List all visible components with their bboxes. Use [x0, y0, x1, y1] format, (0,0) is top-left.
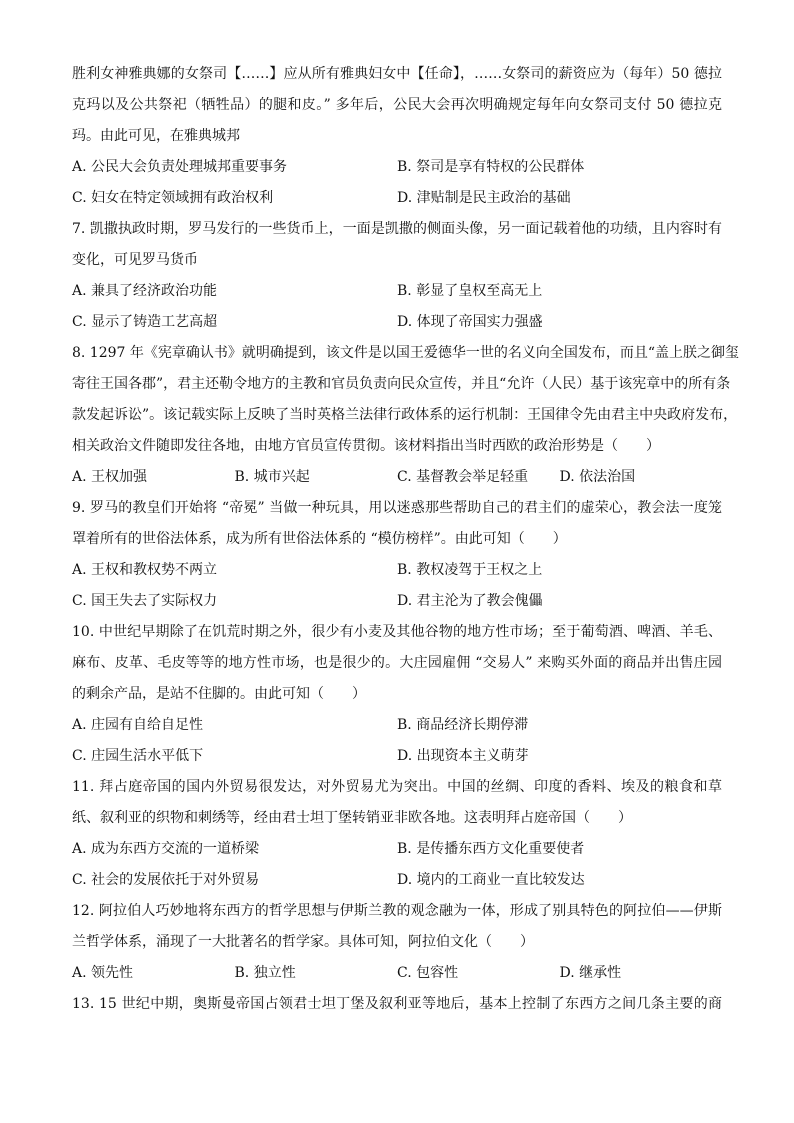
options-row	[72, 307, 722, 338]
option-a[interactable]: A. 庄园有自给自足性	[72, 717, 204, 733]
question-7	[72, 214, 722, 338]
options-row	[72, 555, 722, 586]
question-9	[72, 493, 722, 617]
question-text-line: 9. 罗马的教皇们开始将 “帝冕” 当做一种玩具，用以迷惑那些帮助自己的君主们的虚荣心，教会法一度笼	[72, 500, 722, 516]
options-row	[72, 276, 722, 307]
question-text-line: 胜利女神雅典娜的女祭司【……】应从所有雅典妇女中【任命】，……女祭司的薪资应为（每年）50 德拉	[72, 66, 722, 82]
question-text-line: 的剩余产品，是站不住脚的。由此可知（ ）	[72, 686, 366, 702]
option-b[interactable]: B. 祭司是享有特权的公民群体	[397, 159, 585, 175]
options-row	[72, 710, 722, 741]
question-text-line: 款发起诉讼”。该记载实际上反映了当时英格兰法律行政体系的运行机制：王国律令先由君主中央政府发布，	[72, 407, 738, 423]
question-text-line: 7. 凯撒执政时期，罗马发行的一些货币上，一面是凯撒的侧面头像，另一面记载着他的功绩，且内容时有	[72, 221, 722, 237]
option-c[interactable]: C. 妇女在特定领域拥有政治权利	[72, 190, 274, 206]
question-text-line: 10. 中世纪早期除了在饥荒时期之外，很少有小麦及其他谷物的地方性市场；至于葡萄酒、啤酒、羊毛、	[72, 624, 722, 640]
option-c[interactable]: C. 社会的发展依托于对外贸易	[72, 872, 260, 888]
question-13	[72, 989, 722, 1020]
question-10	[72, 617, 722, 772]
option-d[interactable]: D. 依法治国	[559, 469, 636, 485]
question-text-line: 11. 拜占庭帝国的国内外贸易很发达，对外贸易尤为突出。中国的丝绸、印度的香料、埃及的粮食和草	[72, 779, 722, 795]
option-d[interactable]: D. 境内的工商业一直比较发达	[397, 872, 585, 888]
option-c[interactable]: C. 显示了铸造工艺高超	[72, 314, 218, 330]
option-a[interactable]: A. 公民大会负责处理城邦重要事务	[72, 159, 288, 175]
option-c[interactable]: C. 包容性	[397, 965, 459, 981]
question-text-line: 12. 阿拉伯人巧妙地将东西方的哲学思想与伊斯兰教的观念融为一体，形成了别具特色的阿拉伯——伊斯	[72, 903, 722, 919]
options-row	[72, 958, 722, 989]
options-row	[72, 183, 722, 214]
question-text-line: 相关政治文件随即发往各地，由地方官员宣传贯彻。该材料指出当时西欧的政治形势是（ ）	[72, 438, 660, 454]
option-a[interactable]: A. 王权加强	[72, 469, 148, 485]
question-text-line: 变化，可见罗马货币	[72, 252, 198, 268]
question-text-line: 兰哲学体系，涌现了一大批著名的哲学家。具体可知，阿拉伯文化（ ）	[72, 934, 534, 950]
option-a[interactable]: A. 成为东西方交流的一道桥梁	[72, 841, 260, 857]
question-8	[72, 338, 740, 493]
question-6-continuation	[72, 59, 722, 214]
question-text-line: 8. 1297 年《宪章确认书》就明确提到，该文件是以国王爱德华一世的名义向全国发布，而且“盖上朕之御玺	[72, 345, 740, 361]
option-b[interactable]: B. 独立性	[234, 965, 296, 981]
option-b[interactable]: B. 是传播东西方文化重要使者	[397, 841, 585, 857]
option-a[interactable]: A. 领先性	[72, 965, 134, 981]
exam-page	[72, 59, 740, 1020]
question-text-line: 克玛以及公共祭祀（牺牲品）的腿和皮。” 多年后，公民大会再次明确规定每年向女祭司支付 50 德拉克	[72, 97, 722, 113]
option-d[interactable]: D. 继承性	[559, 965, 622, 981]
option-b[interactable]: B. 教权凌驾于王权之上	[397, 562, 543, 578]
option-c[interactable]: C. 国王失去了实际权力	[72, 593, 218, 609]
option-d[interactable]: D. 津贴制是民主政治的基础	[397, 190, 571, 206]
option-a[interactable]: A. 王权和教权势不两立	[72, 562, 218, 578]
options-row	[72, 865, 722, 896]
options-row	[72, 586, 722, 617]
option-d[interactable]: D. 体现了帝国实力强盛	[397, 314, 543, 330]
option-b[interactable]: B. 商品经济长期停滞	[397, 717, 529, 733]
option-c[interactable]: C. 庄园生活水平低下	[72, 748, 204, 764]
options-row	[72, 834, 722, 865]
options-row	[72, 152, 722, 183]
question-12	[72, 896, 722, 989]
options-row	[72, 741, 722, 772]
question-text-line: 纸、叙利亚的织物和刺绣等，经由君士坦丁堡转销亚非欧各地。这表明拜占庭帝国（ ）	[72, 810, 632, 826]
question-text-line: 寄往王国各郡”，君主还勒令地方的主教和官员负责向民众宣传，并且“允许（人民）基于该宪章中的所有条	[72, 376, 731, 392]
option-c[interactable]: C. 基督教会举足轻重	[397, 469, 529, 485]
option-a[interactable]: A. 兼具了经济政治功能	[72, 283, 218, 299]
options-row	[72, 462, 722, 493]
question-text-line: 玛。由此可见，在雅典城邦	[72, 128, 240, 144]
question-text-line: 罩着所有的世俗法体系，成为所有世俗法体系的 “模仿榜样”。由此可知（ ）	[72, 531, 567, 547]
question-text-line: 麻布、皮革、毛皮等等的地方性市场，也是很少的。大庄园雇佣 “交易人” 来购买外面的商品并出售庄园	[72, 655, 722, 671]
option-b[interactable]: B. 城市兴起	[234, 469, 310, 485]
option-b[interactable]: B. 彰显了皇权至高无上	[397, 283, 543, 299]
option-d[interactable]: D. 出现资本主义萌芽	[397, 748, 529, 764]
question-text-line: 13. 15 世纪中期，奥斯曼帝国占领君士坦丁堡及叙利亚等地后，基本上控制了东西方之间几条主要的商	[72, 996, 722, 1012]
question-11	[72, 772, 722, 896]
option-d[interactable]: D. 君主沦为了教会傀儡	[397, 593, 543, 609]
